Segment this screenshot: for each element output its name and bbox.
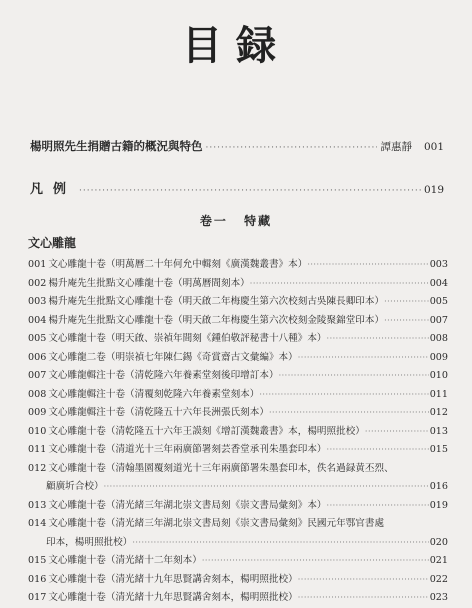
list-item: [28, 441, 448, 460]
list-item: [28, 404, 448, 423]
entry-page: 008: [429, 333, 448, 344]
leader-dots: [384, 312, 429, 331]
entry-number: 012: [28, 462, 47, 474]
entry-text: 文心雕龍十卷（清道光十三年兩廣節署刻芸香堂承刊朱墨套印本）: [48, 444, 327, 455]
entry-page: 012: [429, 407, 448, 418]
list-item: [28, 367, 448, 386]
entry-text: 文心雕龍十卷（清翰墨園覆刻道光十三年兩廣節署朱墨套印本，佚名過録黄丕烈、: [48, 462, 394, 474]
list-item: [28, 386, 448, 405]
list-item: [28, 275, 448, 294]
entry-page: 011: [429, 388, 448, 400]
leader-dots: [298, 349, 429, 368]
entry-list: [28, 256, 448, 608]
entry-number: 008: [28, 388, 47, 400]
entry-text: 文心雕龍十卷（清光緒三年湖北崇文書局刻《崇文書局彙刻》本）: [48, 499, 327, 511]
entry-text-continued: 顧廣圻合校）: [46, 481, 104, 492]
leader-dots: [202, 552, 429, 571]
leader-dots: [79, 186, 421, 196]
entry-text: 文心雕龍輯注十卷（清乾隆六年養素堂刻後印增訂本）: [48, 370, 279, 381]
section-heading: [0, 212, 472, 229]
list-item: [28, 571, 448, 590]
list-item-continuation: [28, 534, 448, 553]
intro-author: 譚惠靜: [380, 141, 412, 153]
entry-page: 005: [429, 296, 448, 307]
entry-page: 023: [429, 592, 448, 603]
entry-number: 011: [28, 444, 47, 455]
entry-page: 020: [429, 536, 448, 548]
entry-page: 022: [429, 573, 448, 585]
list-item-continuation: [28, 478, 448, 497]
list-item: [28, 330, 448, 349]
fanli-page: 019: [423, 184, 444, 196]
entry-page: 019: [429, 499, 448, 511]
entry-text: 楊升庵先生批點文心雕龍十卷（明天啟二年梅慶生第六次校刻古吳陳長卿印本）: [48, 296, 385, 307]
list-item: [28, 552, 448, 571]
list-item: [28, 349, 448, 368]
leader-dots: [327, 330, 429, 349]
leader-dots: [327, 441, 429, 460]
entry-text: 文心雕龍十卷（明萬曆二十年何允中輯刻《廣漢魏叢書》本）: [48, 259, 308, 270]
entry-text: 楊升庵先生批點文心雕龍十卷（明天啟二年梅慶生第六次校刻金陵聚錦堂印本）: [48, 314, 385, 326]
entry-number: 009: [28, 407, 47, 418]
leader-dots: [298, 571, 429, 590]
leader-dots: [250, 275, 429, 294]
intro-entry: [30, 138, 444, 154]
leader-dots: [298, 589, 429, 608]
intro-title: 楊明照先生捐贈古籍的概況與特色: [30, 139, 203, 153]
entry-number: 014: [28, 518, 47, 529]
entry-page: 003: [429, 259, 448, 270]
entry-text: 文心雕龍輯注十卷（清乾隆五十六年長洲張氏刻本）: [48, 407, 269, 418]
leader-dots: [279, 367, 429, 386]
entry-text: 文心雕龍輯注十卷（清覆刻乾隆六年養素堂刻本）: [48, 388, 260, 400]
leader-dots: [259, 386, 428, 405]
section-name: 特藏: [244, 214, 273, 228]
entry-page: 007: [429, 314, 448, 326]
entry-number: 003: [28, 296, 47, 307]
entry-number: 006: [28, 351, 47, 363]
entry-number: 015: [28, 555, 47, 566]
entry-text: 文心雕龍十卷（清乾隆五十六年王謨刻《增訂漢魏叢書》本，楊明照批校）: [48, 425, 365, 437]
entry-page: 004: [429, 277, 448, 289]
entry-number: 005: [28, 333, 47, 344]
entry-number: 016: [28, 573, 47, 585]
entry-page: 015: [429, 444, 448, 455]
entry-number: 017: [28, 592, 47, 603]
entry-text: 文心雕龍十卷（清光緒三年湖北崇文書局刻《崇文書局彙刻》民國元年鄂官書處: [48, 518, 385, 529]
entry-text: 文心雕龍二卷（明崇禎七年陳仁錫《奇賞齋古文彙編》本）: [48, 351, 298, 363]
leader-dots: [327, 497, 429, 516]
list-item: [28, 256, 448, 275]
entry-page: 010: [429, 370, 448, 381]
list-item: [28, 293, 448, 312]
entry-text: 文心雕龍十卷（清光緒十九年思賢講舍刻本，楊明照批校）: [48, 592, 298, 603]
entry-page: 021: [429, 555, 448, 566]
leader-dots: [384, 293, 429, 312]
entry-text: 文心雕龍十卷（清光緒十九年思賢講舍刻本，楊明照批校）: [48, 573, 298, 585]
leader-dots: [365, 423, 429, 442]
leader-dots: [269, 404, 429, 423]
list-item: [28, 515, 448, 534]
entry-number: 002: [28, 277, 47, 289]
entry-page: 009: [429, 351, 448, 363]
list-item: [28, 497, 448, 516]
entry-number: 007: [28, 370, 47, 381]
entry-number: 013: [28, 499, 47, 511]
entry-text: 文心雕龍十卷（明天啟、崇禎年間刻《鍾伯敬評秘書十八種》本）: [48, 333, 327, 344]
list-item: [28, 312, 448, 331]
entry-number: 004: [28, 314, 47, 326]
entry-number: 001: [28, 259, 47, 270]
entry-number: 010: [28, 425, 47, 437]
entry-page: 016: [429, 481, 448, 492]
entry-text: 文心雕龍十卷（清光緒十二年刻本）: [48, 555, 202, 566]
fanli-entry: [30, 178, 444, 197]
leader-dots: [104, 478, 429, 497]
leader-dots: [132, 534, 428, 553]
section-volume: 卷一: [199, 214, 228, 228]
page-title: 目録: [182, 22, 290, 69]
list-item: [28, 460, 448, 479]
intro-page: 001: [423, 141, 444, 153]
list-item: [28, 589, 448, 608]
leader-dots: [206, 143, 378, 153]
category-heading: 文心雕龍: [28, 236, 77, 250]
leader-dots: [307, 256, 428, 275]
fanli-title: 凡例: [30, 182, 77, 197]
list-item: [28, 423, 448, 442]
entry-text-continued: 印本，楊明照批校）: [46, 536, 133, 548]
entry-text: 楊升庵先生批點文心雕龍十卷（明萬曆間刻本）: [48, 277, 250, 289]
entry-page: 013: [429, 425, 448, 437]
